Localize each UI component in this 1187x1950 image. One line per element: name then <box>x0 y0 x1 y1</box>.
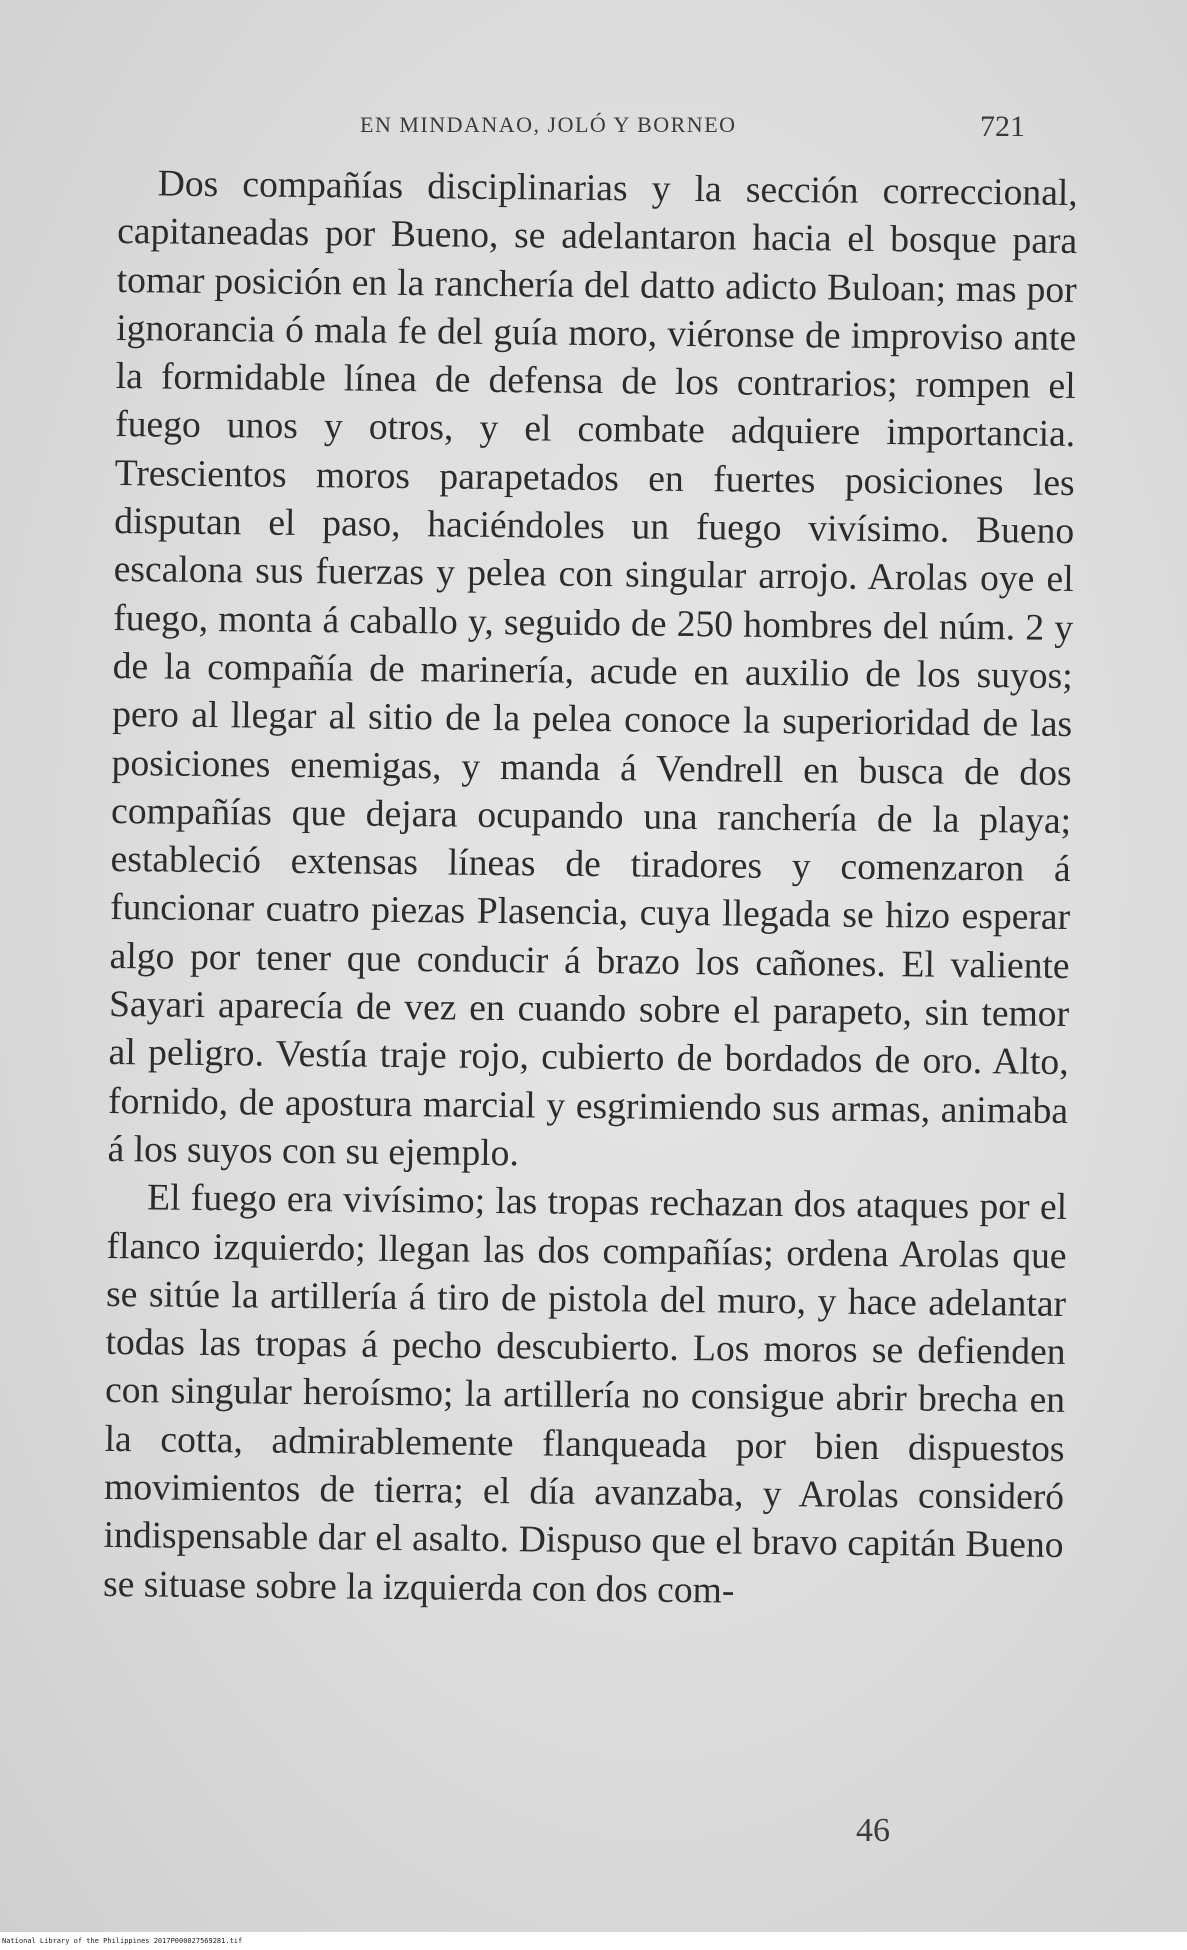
signature-mark: 46 <box>856 1812 890 1849</box>
paragraph-1: Dos compañías disciplinarias y la sección correccional, capitaneadas por Bueno, se adelantaron hacia el bosque para tomar posición en la ranchería del datto adicto Buloan; mas por ignorancia ó mala fe del guía moro, viéronse de improviso ante la formidable línea de defensa de los contrarios; rompen el fuego unos y otros, y el combate adquiere importancia. Trescientos moros parapetados en fuertes posiciones les disputan el paso, haciéndoles un fuego vivísimo. Bueno escalona sus fuerzas y pelea con singular arrojo. Arolas oye el fuego, monta á caballo y, seguido de 250 hombres del núm. 2 y de la compañía de marinería, acude en auxilio de los suyos; pero al llegar al sitio de la pelea conoce la superioridad de las posiciones enemigas, y manda á Vendrell en busca de dos compañías que dejara ocupando una ranchería de la playa; estableció extensas líneas de tiradores y comenzaron á funcionar cuatro piezas Plasencia, cuya llegada se hizo esperar algo por tener que conducir á brazo los cañones. El valiente Sayari aparecía de vez en cuando sobre el parapeto, sin temor al peligro. Vestía traje rojo, cubierto de bordados de oro. Alto, fornido, de apostura marcial y esgrimiendo sus armas, animaba á los suyos con su ejemplo. <box>107 163 1078 1175</box>
page-header <box>360 112 1060 152</box>
page-number: 721 <box>980 110 1025 143</box>
paragraph-2: El fuego era vivísimo; las tropas rechazan dos ataques por el flanco izquierdo; llegan las dos compañías; ordena Arolas que se sitúe la artillería á tiro de pistola del muro, y hace adelantar todas las tropas á pecho descubierto. Los moros se defienden con singular heroísmo; la artillería no consigue abrir brecha en la cotta, admirablemente flanqueada por bien dispuestos movimientos de tierra; el día avanzaba, y Arolas consideró indispensable dar el asalto. Dispuso que el bravo capitán Bueno se situase sobre la izquierda con dos com- <box>102 1177 1068 1612</box>
running-head: EN MINDANAO, JOLÓ Y BORNEO <box>360 112 737 137</box>
body-text <box>103 160 1078 1619</box>
scan-credit: National Library of the Philippines 2017P000027569281.tif <box>2 1937 243 1945</box>
